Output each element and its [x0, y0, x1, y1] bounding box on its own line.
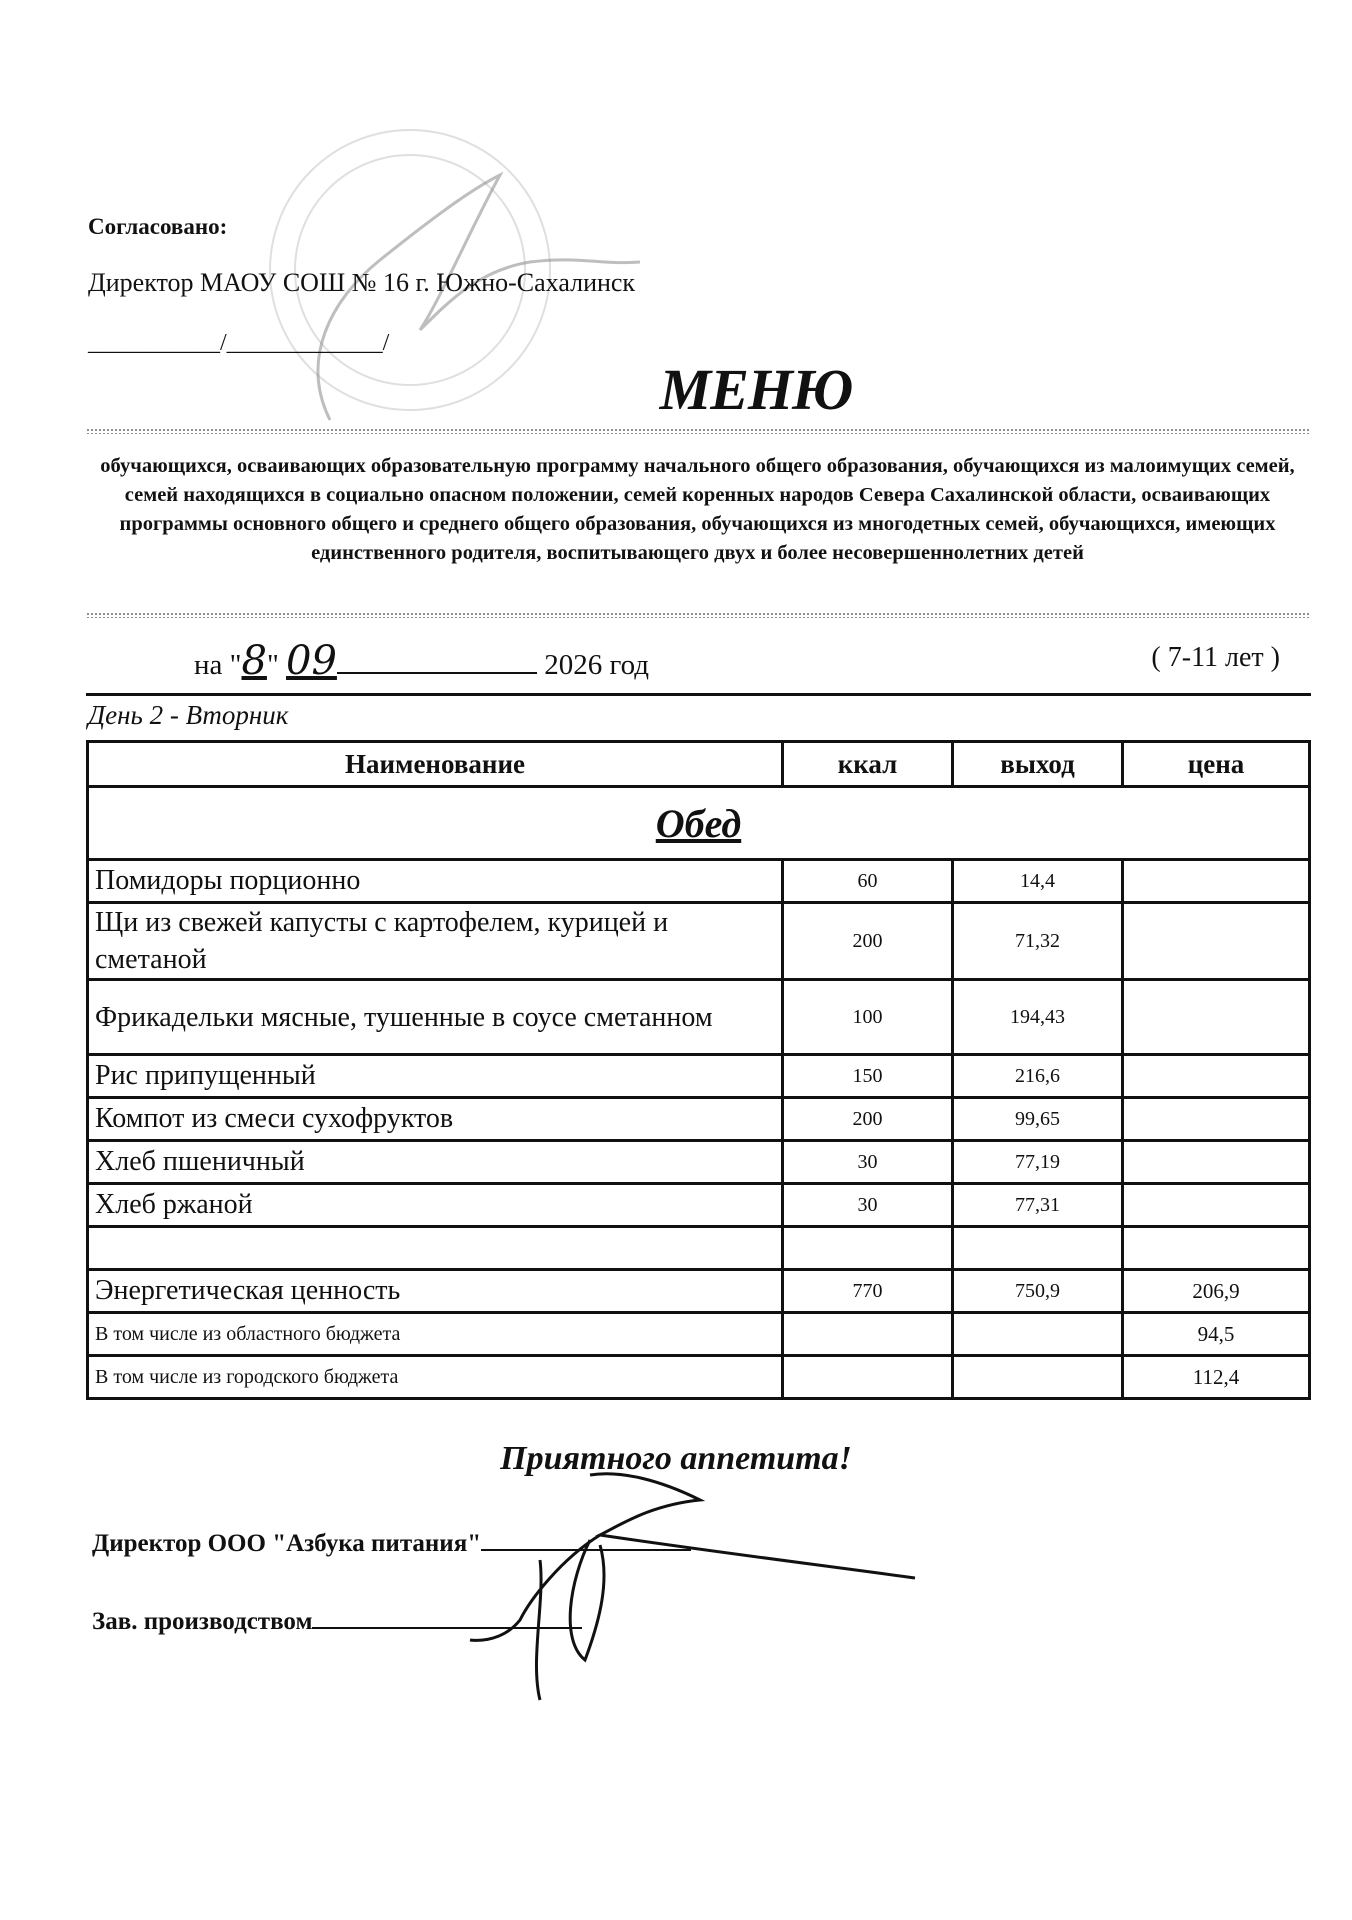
recipients-description: обучающихся, осваивающих образовательную программу начального общего образования, обучающихся из малоимущих семей, семей находящихся в социально опасном положении, семей коренных народов Севера Сахалинской области, осваивающих программы основного общего и среднего общего образования, обучающихся из многодетных семей, обучающихся, имеющих единственного родителя, воспитывающего двух и более несовершеннолетних детей — [100, 455, 1295, 564]
dish-price — [1123, 1098, 1310, 1141]
energy-label: Энергетическая ценность — [88, 1270, 783, 1313]
table-row — [88, 1141, 1310, 1184]
regional-budget-label: В том числе из областного бюджета — [88, 1313, 783, 1356]
dish-price — [1123, 1184, 1310, 1227]
energy-price: 206,9 — [1123, 1270, 1310, 1313]
menu-date — [194, 638, 649, 684]
city-budget-price: 112,4 — [1123, 1356, 1310, 1399]
divider — [86, 428, 1311, 434]
dish-kcal: 100 — [783, 980, 953, 1055]
dish-price — [1123, 860, 1310, 903]
regional-budget-row — [88, 1313, 1310, 1356]
table-row — [88, 980, 1310, 1055]
date-prefix: на " — [194, 649, 242, 681]
date-year: 2026 год — [544, 649, 650, 681]
dish-kcal: 60 — [783, 860, 953, 903]
dish-output: 71,32 — [953, 903, 1123, 980]
production-head-label: Зав. производством — [92, 1608, 313, 1635]
empty-row — [88, 1227, 1310, 1270]
appetite-wish: Приятного аппетита! — [500, 1440, 852, 1477]
dish-output: 77,19 — [953, 1141, 1123, 1184]
table-row — [88, 1184, 1310, 1227]
divider — [86, 612, 1311, 618]
date-day: 8 — [241, 638, 267, 684]
dish-name: Помидоры порционно — [88, 860, 783, 903]
energy-output: 750,9 — [953, 1270, 1123, 1313]
section-row — [88, 787, 1310, 860]
regional-budget-price: 94,5 — [1123, 1313, 1310, 1356]
energy-kcal: 770 — [783, 1270, 953, 1313]
signature-line — [481, 1547, 691, 1551]
dish-name: Хлеб ржаной — [88, 1184, 783, 1227]
dish-name: Фрикадельки мясные, тушенные в соусе сметанном — [88, 980, 783, 1055]
header-output: выход — [953, 742, 1123, 787]
header-kcal: ккал — [783, 742, 953, 787]
city-budget-label: В том числе из городского бюджета — [88, 1356, 783, 1399]
table-header-row — [88, 742, 1310, 787]
dish-kcal: 30 — [783, 1141, 953, 1184]
dish-kcal: 200 — [783, 903, 953, 980]
dish-price — [1123, 1141, 1310, 1184]
dish-name: Компот из смеси сухофруктов — [88, 1098, 783, 1141]
age-group: ( 7-11 лет ) — [1151, 642, 1280, 673]
dish-kcal: 200 — [783, 1098, 953, 1141]
dish-name: Рис припущенный — [88, 1055, 783, 1098]
table-row — [88, 1098, 1310, 1141]
dish-output: 216,6 — [953, 1055, 1123, 1098]
date-mid: " — [266, 649, 287, 681]
dish-name: Щи из свежей капусты с картофелем, курицей и сметаной — [88, 903, 783, 980]
dish-kcal: 150 — [783, 1055, 953, 1098]
city-budget-row — [88, 1356, 1310, 1399]
menu-table — [86, 740, 1311, 1400]
divider — [86, 693, 1311, 696]
energy-row — [88, 1270, 1310, 1313]
supplier-director-line — [92, 1530, 691, 1558]
date-month: 09 — [286, 638, 337, 684]
production-head-line — [92, 1608, 582, 1636]
table-row — [88, 1055, 1310, 1098]
supplier-director-label: Директор ООО "Азбука питания" — [92, 1530, 482, 1557]
signature-line — [312, 1625, 582, 1629]
dish-output: 194,43 — [953, 980, 1123, 1055]
date-blank-line — [337, 670, 537, 674]
dish-output: 77,31 — [953, 1184, 1123, 1227]
dish-output: 99,65 — [953, 1098, 1123, 1141]
page-title: МЕНЮ — [659, 357, 853, 422]
section-title: Обед — [655, 800, 742, 846]
table-row — [88, 860, 1310, 903]
dish-price — [1123, 980, 1310, 1055]
header-price: цена — [1123, 742, 1310, 787]
header-name: Наименование — [88, 742, 783, 787]
dish-name: Хлеб пшеничный — [88, 1141, 783, 1184]
school-director-line: Директор МАОУ СОШ № 16 г. Южно-Сахалинск — [88, 268, 636, 297]
supplier-signature — [470, 1474, 915, 1700]
dish-kcal: 30 — [783, 1184, 953, 1227]
dish-price — [1123, 1055, 1310, 1098]
dish-output: 14,4 — [953, 860, 1123, 903]
day-label: День 2 - Вторник — [88, 700, 289, 730]
approved-label: Согласовано: — [88, 214, 228, 239]
approval-signature-blank: ___________/_____________/ — [88, 330, 390, 356]
dish-price — [1123, 903, 1310, 980]
table-row — [88, 903, 1310, 980]
